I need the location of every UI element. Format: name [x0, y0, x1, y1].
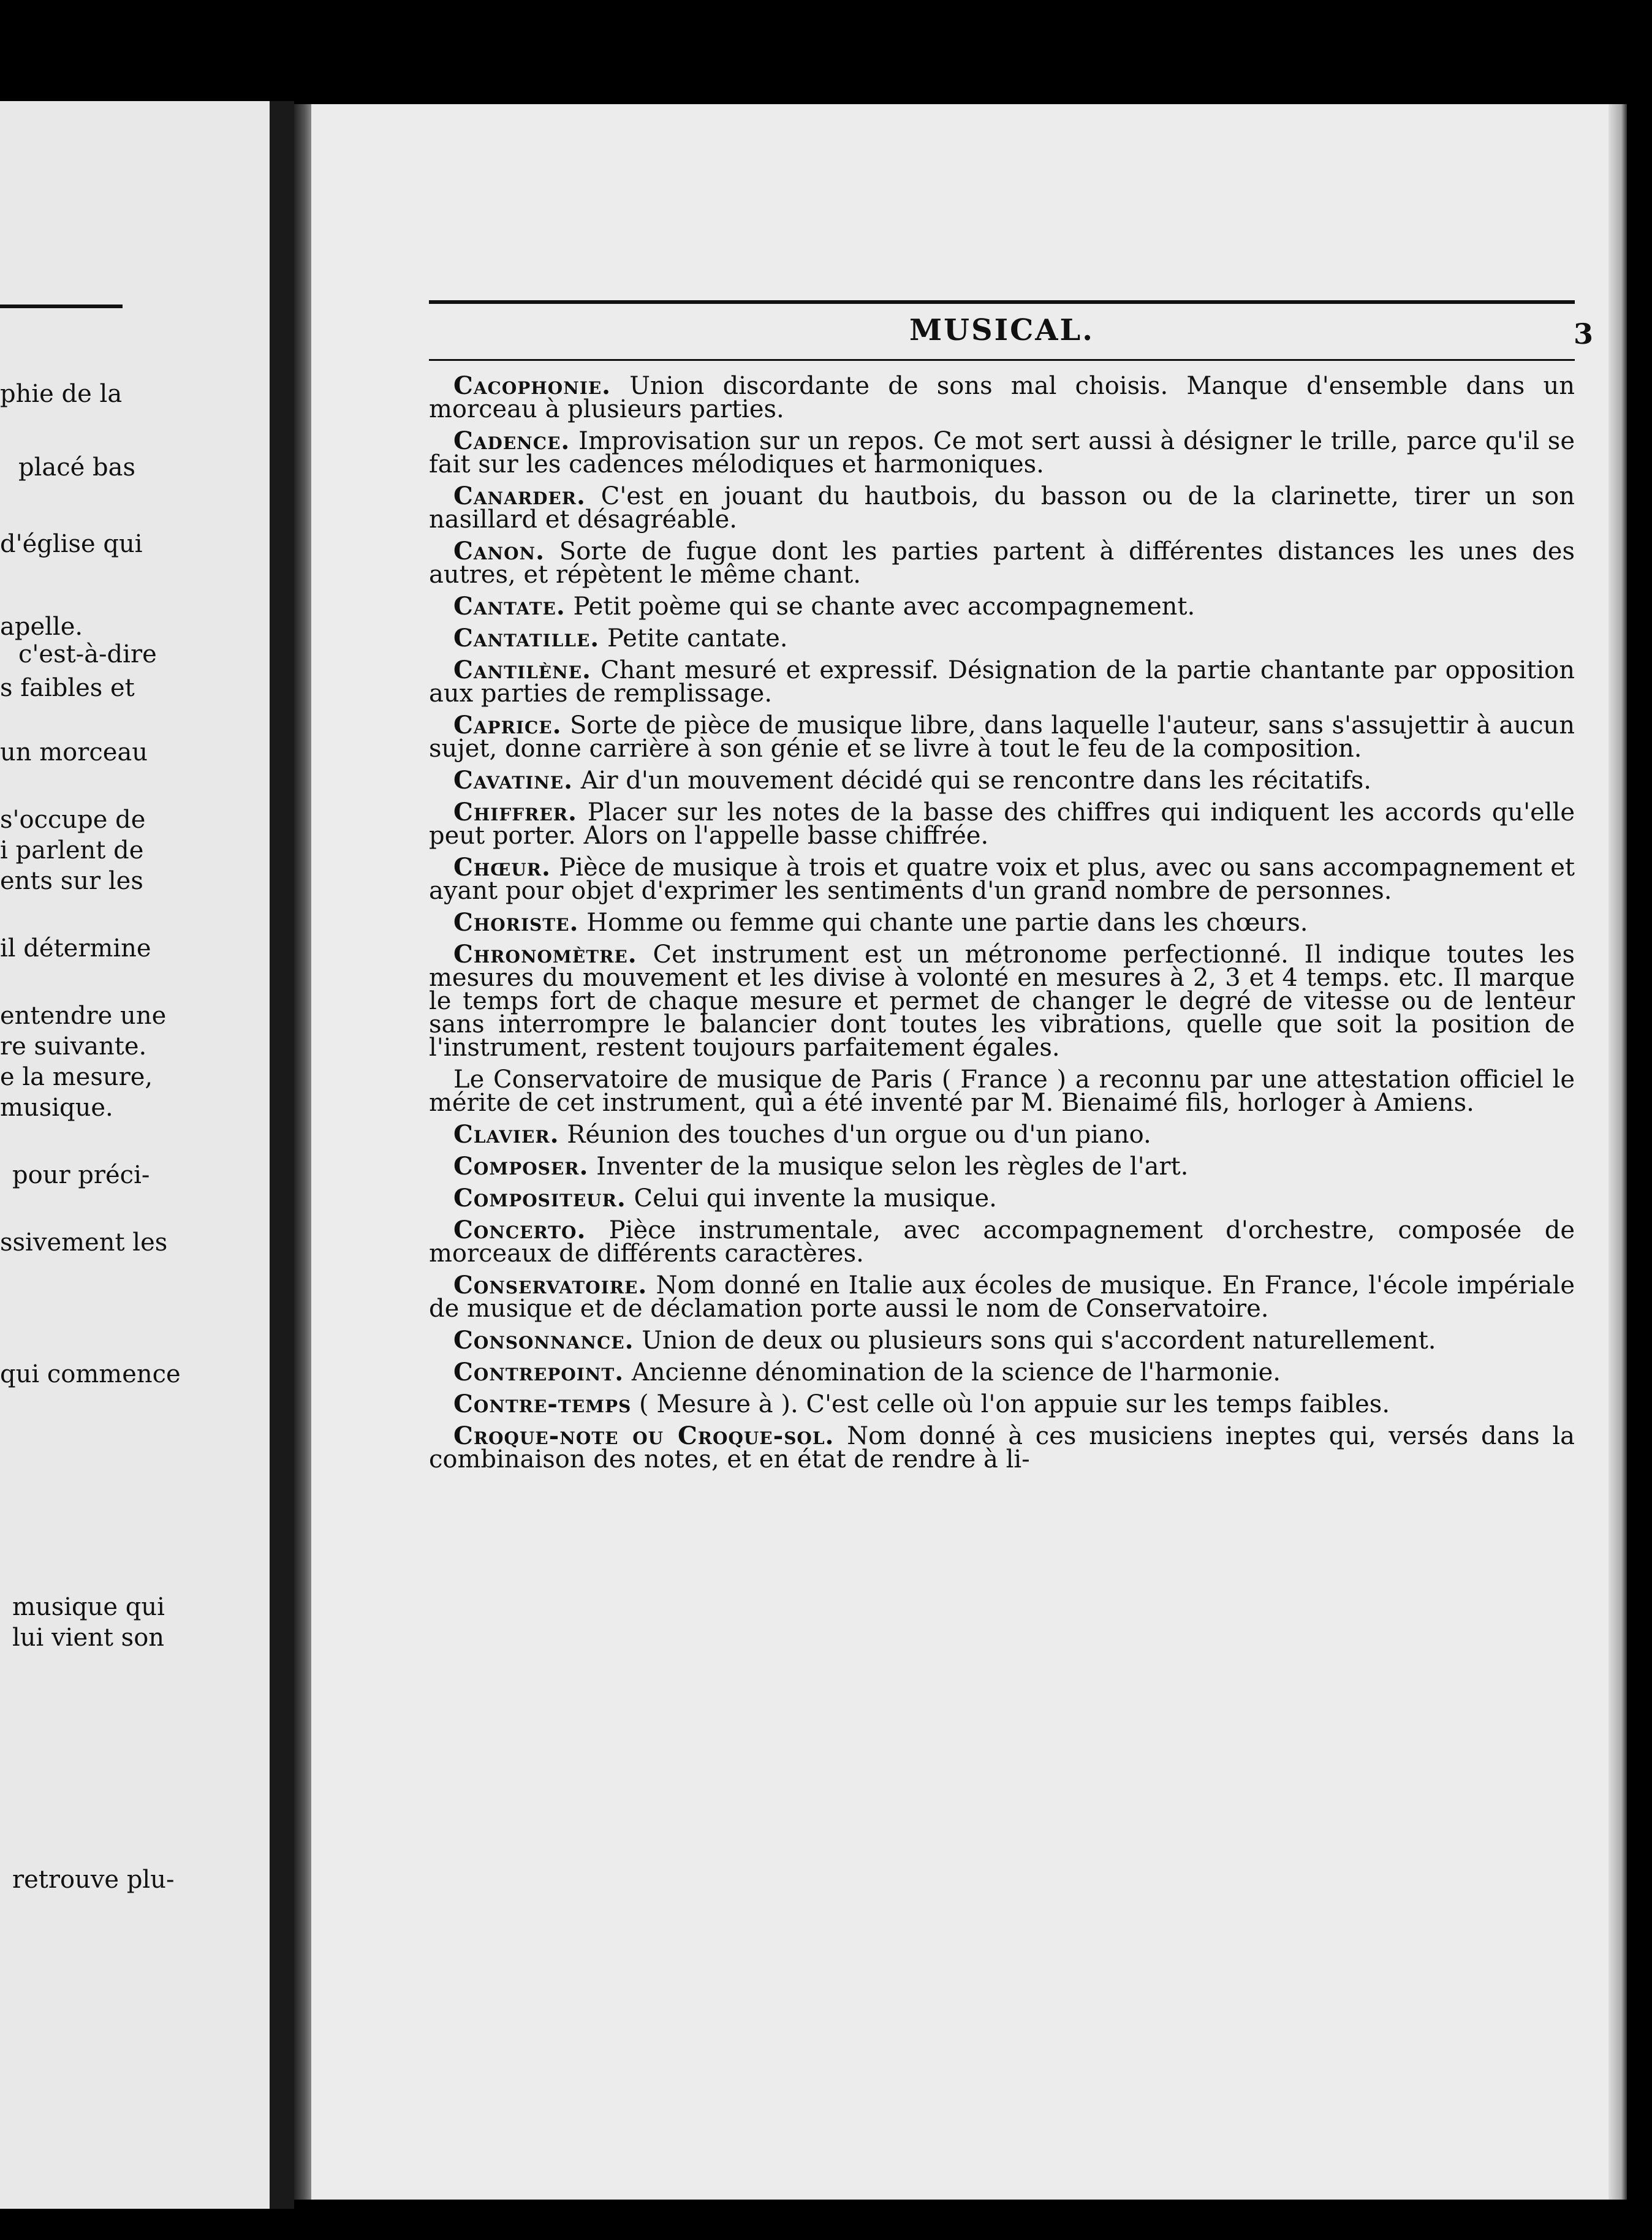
entry-term: Contre-temps: [453, 1390, 632, 1418]
dictionary-entry: [429, 908, 1575, 937]
entry-term: Cantilène.: [453, 656, 591, 684]
left-line: un morceau: [0, 738, 148, 766]
left-line: lui vient son: [12, 1624, 165, 1652]
dictionary-entry: [429, 537, 1575, 589]
running-header: [429, 300, 1593, 361]
dictionary-entry: [429, 798, 1575, 850]
left-line: phie de la: [0, 380, 123, 408]
entry-definition: Union discordante de sons mal choisis. Manque d'ensemble dans un morceau à plusieurs parties.: [429, 372, 1575, 423]
left-line: apelle.: [0, 613, 83, 641]
entry-term: Cacophonie.: [453, 371, 612, 400]
left-line: entendre une: [0, 1002, 167, 1030]
entry-definition: Pièce instrumentale, avec accompagnement d'orchestre, composée de morceaux de différents caractères.: [429, 1216, 1575, 1268]
entry-definition: Sorte de pièce de musique libre, dans laquelle l'auteur, sans s'assujettir à aucun sujet, donne carrière à son génie et se livre à tout le feu de la composition.: [429, 711, 1575, 763]
left-line: musique qui: [12, 1593, 165, 1621]
entry-definition: Placer sur les notes de la basse des chiffres qui indiquent les accords qu'elle peut porter. Alors on l'appelle basse chiffrée.: [429, 798, 1575, 850]
page-body: [429, 300, 1593, 1480]
dictionary-entry: [429, 1184, 1575, 1213]
dictionary-entry: [429, 1271, 1575, 1323]
page-edge: [1608, 104, 1627, 2200]
entry-definition: Union de deux ou plusieurs sons qui s'accordent naturellement.: [634, 1326, 1436, 1355]
entry-definition: Réunion des touches d'un orgue ou d'un piano.: [559, 1121, 1151, 1149]
entry-term: Canon.: [453, 537, 545, 566]
page-gutter: [270, 101, 294, 2209]
dictionary-entry: [429, 371, 1575, 423]
dictionary-entry: [429, 1421, 1575, 1474]
entry-definition: Celui qui invente la musique.: [626, 1184, 997, 1213]
left-line: il détermine: [0, 934, 151, 963]
entry-definition: Chant mesuré et expressif. Désignation de la partie chantante par opposition aux parties de remplissage.: [429, 656, 1575, 708]
left-line: s faibles et: [0, 674, 135, 702]
dictionary-entry: [429, 656, 1575, 708]
dictionary-entry: [429, 1152, 1575, 1181]
entry-term: Canarder.: [453, 482, 586, 510]
dictionary-entry: [429, 426, 1575, 479]
entry-definition: Sorte de fugue dont les parties partent à différentes distances les unes des autres, et répètent le même chant.: [429, 537, 1575, 589]
entry-term: Concerto.: [453, 1216, 586, 1244]
left-line: s'occupe de: [0, 806, 146, 834]
entry-term: Composer.: [453, 1152, 589, 1181]
left-page-fragment: [0, 101, 270, 2209]
entry-term: Croque-note ou Croque-sol.: [453, 1421, 835, 1450]
entry-definition: Improvisation sur un repos. Ce mot sert aussi à désigner le trille, parce qu'il se fait sur les cadences mélodiques et harmoniques.: [429, 427, 1575, 479]
entry-definition: Inventer de la musique selon les règles de l'art.: [588, 1152, 1189, 1181]
page-title: MUSICAL.: [909, 313, 1094, 347]
entry-term: Choriste.: [453, 908, 579, 937]
left-line: ents sur les: [0, 867, 143, 895]
entry-definition: Nom donné en Italie aux écoles de musique. En France, l'école impériale de musique et de déclamation porte aussi le nom de Conservatoire.: [429, 1271, 1575, 1323]
entry-definition: Petit poème qui se chante avec accompagnement.: [565, 592, 1195, 621]
dictionary-entry: [429, 1216, 1575, 1268]
entry-term: Conservatoire.: [453, 1271, 648, 1300]
entry-term: Chiffrer.: [453, 798, 577, 827]
entry-definition: Pièce de musique à trois et quatre voix et plus, avec ou sans accompagnement et ayant pour objet d'exprimer les sentiments d'un grand nombre de personnes.: [429, 853, 1575, 905]
left-line: d'église qui: [0, 530, 143, 558]
dictionary-entry: [429, 940, 1575, 1062]
dictionary-entry: [429, 482, 1575, 534]
dictionary-entry: [429, 853, 1575, 905]
left-line: ssivement les: [0, 1228, 168, 1257]
entry-term: Chœur.: [453, 853, 551, 882]
left-line: c'est-à-dire: [18, 640, 157, 668]
entry-definition: Le Conservatoire de musique de Paris ( France ) a reconnu par une attestation officiel le mérite de cet instrument, qui a été inventé par M. Bienaimé fils, horloger à Amiens.: [429, 1065, 1575, 1117]
left-line: retrouve plu-: [12, 1866, 175, 1894]
page-number: 3: [1573, 317, 1593, 350]
dictionary-entry: [429, 1065, 1575, 1117]
entry-definition: Air d'un mouvement décidé qui se rencontre dans les récitatifs.: [573, 766, 1371, 795]
entry-term: Cavatine.: [453, 766, 574, 795]
dictionary-entry: [429, 592, 1575, 621]
left-line: qui commence: [0, 1360, 181, 1388]
dictionary-entries: [429, 371, 1575, 1474]
entry-definition: Nom donné à ces musiciens ineptes qui, versés dans la combinaison des notes, et en état de rendre à li-: [429, 1422, 1575, 1474]
right-page: [294, 104, 1627, 2200]
left-line: i parlent de: [0, 836, 144, 865]
entry-definition: Cet instrument est un métronome perfectionné. Il indique toutes les mesures du mouvement et les divise à volonté en mesures à 2, 3 et 4 temps. etc. Il marque le temps fort de chaque mesure et permet de changer le degré de vitesse ou de lenteur sans interrompre le balancier dont toutes les vibrations, quelle que soit la position de l'instrument, restent toujours parfaitement égales.: [429, 940, 1575, 1062]
entry-term: Chronomètre.: [453, 940, 637, 969]
dictionary-entry: [429, 624, 1575, 653]
entry-term: Compositeur.: [453, 1184, 626, 1213]
dictionary-entry: [429, 766, 1575, 795]
dictionary-entry: [429, 1358, 1575, 1387]
entry-term: Contrepoint.: [453, 1358, 624, 1387]
entry-term: Consonnance.: [453, 1326, 634, 1355]
entry-definition: ( Mesure à ). C'est celle où l'on appuie sur les temps faibles.: [631, 1390, 1390, 1418]
dictionary-entry: [429, 1390, 1575, 1418]
binding-spine: [294, 104, 311, 2200]
left-line: pour préci-: [12, 1161, 150, 1189]
entry-definition: Ancienne dénomination de la science de l'harmonie.: [624, 1358, 1281, 1387]
entry-term: Clavier.: [453, 1120, 559, 1149]
left-line: re suivante.: [0, 1032, 147, 1061]
entry-term: Cantatille.: [453, 624, 600, 653]
entry-definition: Homme ou femme qui chante une partie dans les chœurs.: [578, 909, 1308, 937]
dictionary-entry: [429, 711, 1575, 763]
entry-term: Cantate.: [453, 592, 566, 621]
dictionary-entry: [429, 1326, 1575, 1355]
entry-definition: Petite cantate.: [599, 624, 788, 653]
left-line: musique.: [0, 1094, 113, 1122]
entry-term: Cadence.: [453, 426, 570, 455]
dictionary-entry: [429, 1120, 1575, 1149]
entry-term: Caprice.: [453, 711, 562, 740]
left-page-rule: [0, 305, 123, 308]
entry-definition: C'est en jouant du hautbois, du basson ou de la clarinette, tirer un son nasillard et désagréable.: [429, 482, 1575, 534]
left-line: placé bas: [18, 453, 136, 482]
left-line: e la mesure,: [0, 1063, 153, 1091]
